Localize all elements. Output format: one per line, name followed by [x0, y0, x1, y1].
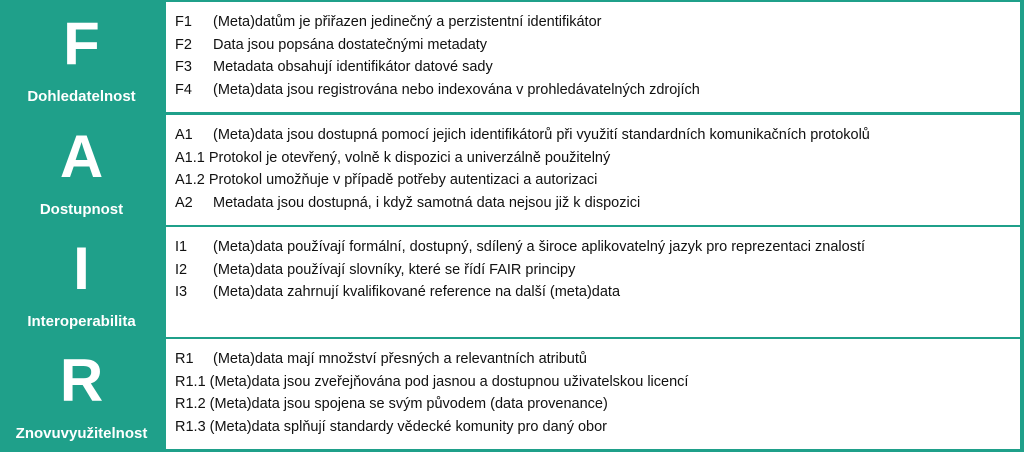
principle-item — [175, 236, 1020, 259]
fair-row — [0, 2, 1024, 112]
principle-code: A2 — [175, 194, 193, 211]
principle-text: (Meta)data používají slovníky, které se řídí FAIR principy — [213, 261, 576, 278]
principle-item — [175, 348, 1020, 371]
principle-item — [175, 169, 1020, 192]
principle-item — [175, 281, 1020, 304]
principle-item — [175, 393, 1020, 416]
principle-item — [175, 56, 1020, 79]
principle-code: F1 — [175, 14, 192, 30]
principle-letter: F — [63, 10, 100, 77]
principle-text: Metadata jsou dostupná, i když samotná data nejsou již k dispozici — [213, 194, 641, 211]
principle-text: (Meta)data jsou spojena se svým původem (data provenance) — [209, 396, 608, 412]
principle-name: Dohledatelnost — [27, 88, 136, 105]
principle-code: A1.1 — [175, 149, 205, 166]
principle-code: I3 — [175, 284, 188, 300]
principle-text: (Meta)data jsou registrována nebo indexována v prohledávatelných zdrojích — [213, 81, 700, 98]
principle-code: F4 — [175, 81, 192, 98]
principle-code: F3 — [175, 59, 192, 75]
principle-text: (Meta)datům je přiřazen jedinečný a perzistentní identifikátor — [213, 14, 602, 30]
principle-name: Interoperabilita — [27, 313, 136, 330]
principle-text: (Meta)data jsou dostupná pomocí jejich identifikátorů při využití standardních komunikačních protokolů — [213, 127, 870, 143]
principle-code: A1 — [175, 127, 193, 143]
principle-letter: A — [59, 123, 104, 190]
principle-letter-cell — [0, 115, 163, 225]
fair-row — [0, 227, 1024, 337]
principle-letter: I — [73, 235, 90, 302]
principle-text: Protokol je otevřený, volně k dispozici a univerzálně použitelný — [208, 149, 611, 166]
principle-items-cell — [166, 227, 1020, 337]
principle-letter-cell — [0, 339, 163, 449]
principle-letter: R — [59, 347, 104, 414]
principle-text: (Meta)data mají množství přesných a relevantních atributů — [213, 351, 587, 367]
principle-items-cell — [166, 115, 1020, 225]
principle-text: Protokol umožňuje v případě potřeby autentizaci a autorizaci — [208, 172, 598, 188]
principle-letter-cell — [0, 2, 163, 112]
principle-code: I2 — [175, 261, 188, 278]
principle-text: (Meta)data používají formální, dostupný, sdílený a široce aplikovatelný jazyk pro reprezentaci znalostí — [213, 239, 866, 255]
principle-code: F2 — [175, 36, 192, 53]
fair-row — [0, 339, 1024, 449]
principle-item — [175, 259, 1020, 282]
principle-text: (Meta)data jsou zveřejňována pod jasnou a dostupnou uživatelskou licencí — [209, 373, 689, 390]
principle-text: (Meta)data splňují standardy vědecké komunity pro daný obor — [209, 418, 607, 435]
fair-row — [0, 115, 1024, 225]
principle-code: R1.1 — [175, 373, 206, 390]
principle-code: I1 — [175, 239, 188, 255]
principle-items-cell — [166, 2, 1020, 112]
principle-items-cell — [166, 339, 1020, 449]
principle-text: Metadata obsahují identifikátor datové sady — [213, 59, 493, 75]
principle-text: (Meta)data zahrnují kvalifikované reference na další (meta)data — [213, 284, 621, 300]
principle-item — [175, 124, 1020, 147]
principle-item — [175, 34, 1020, 57]
principle-letter-cell — [0, 227, 163, 337]
principle-item — [175, 371, 1020, 394]
principle-item — [175, 79, 1020, 102]
principle-name: Dostupnost — [39, 201, 124, 218]
principle-text: Data jsou popsána dostatečnými metadaty — [213, 36, 488, 53]
principle-code: R1 — [175, 351, 194, 367]
principle-code: R1.2 — [175, 396, 206, 412]
principle-item — [175, 147, 1020, 170]
principle-item — [175, 11, 1020, 34]
principle-code: A1.2 — [175, 172, 205, 188]
principle-name: Znovuvyužitelnost — [15, 425, 148, 442]
principle-code: R1.3 — [175, 418, 206, 435]
principle-item — [175, 416, 1020, 439]
principle-item — [175, 192, 1020, 215]
